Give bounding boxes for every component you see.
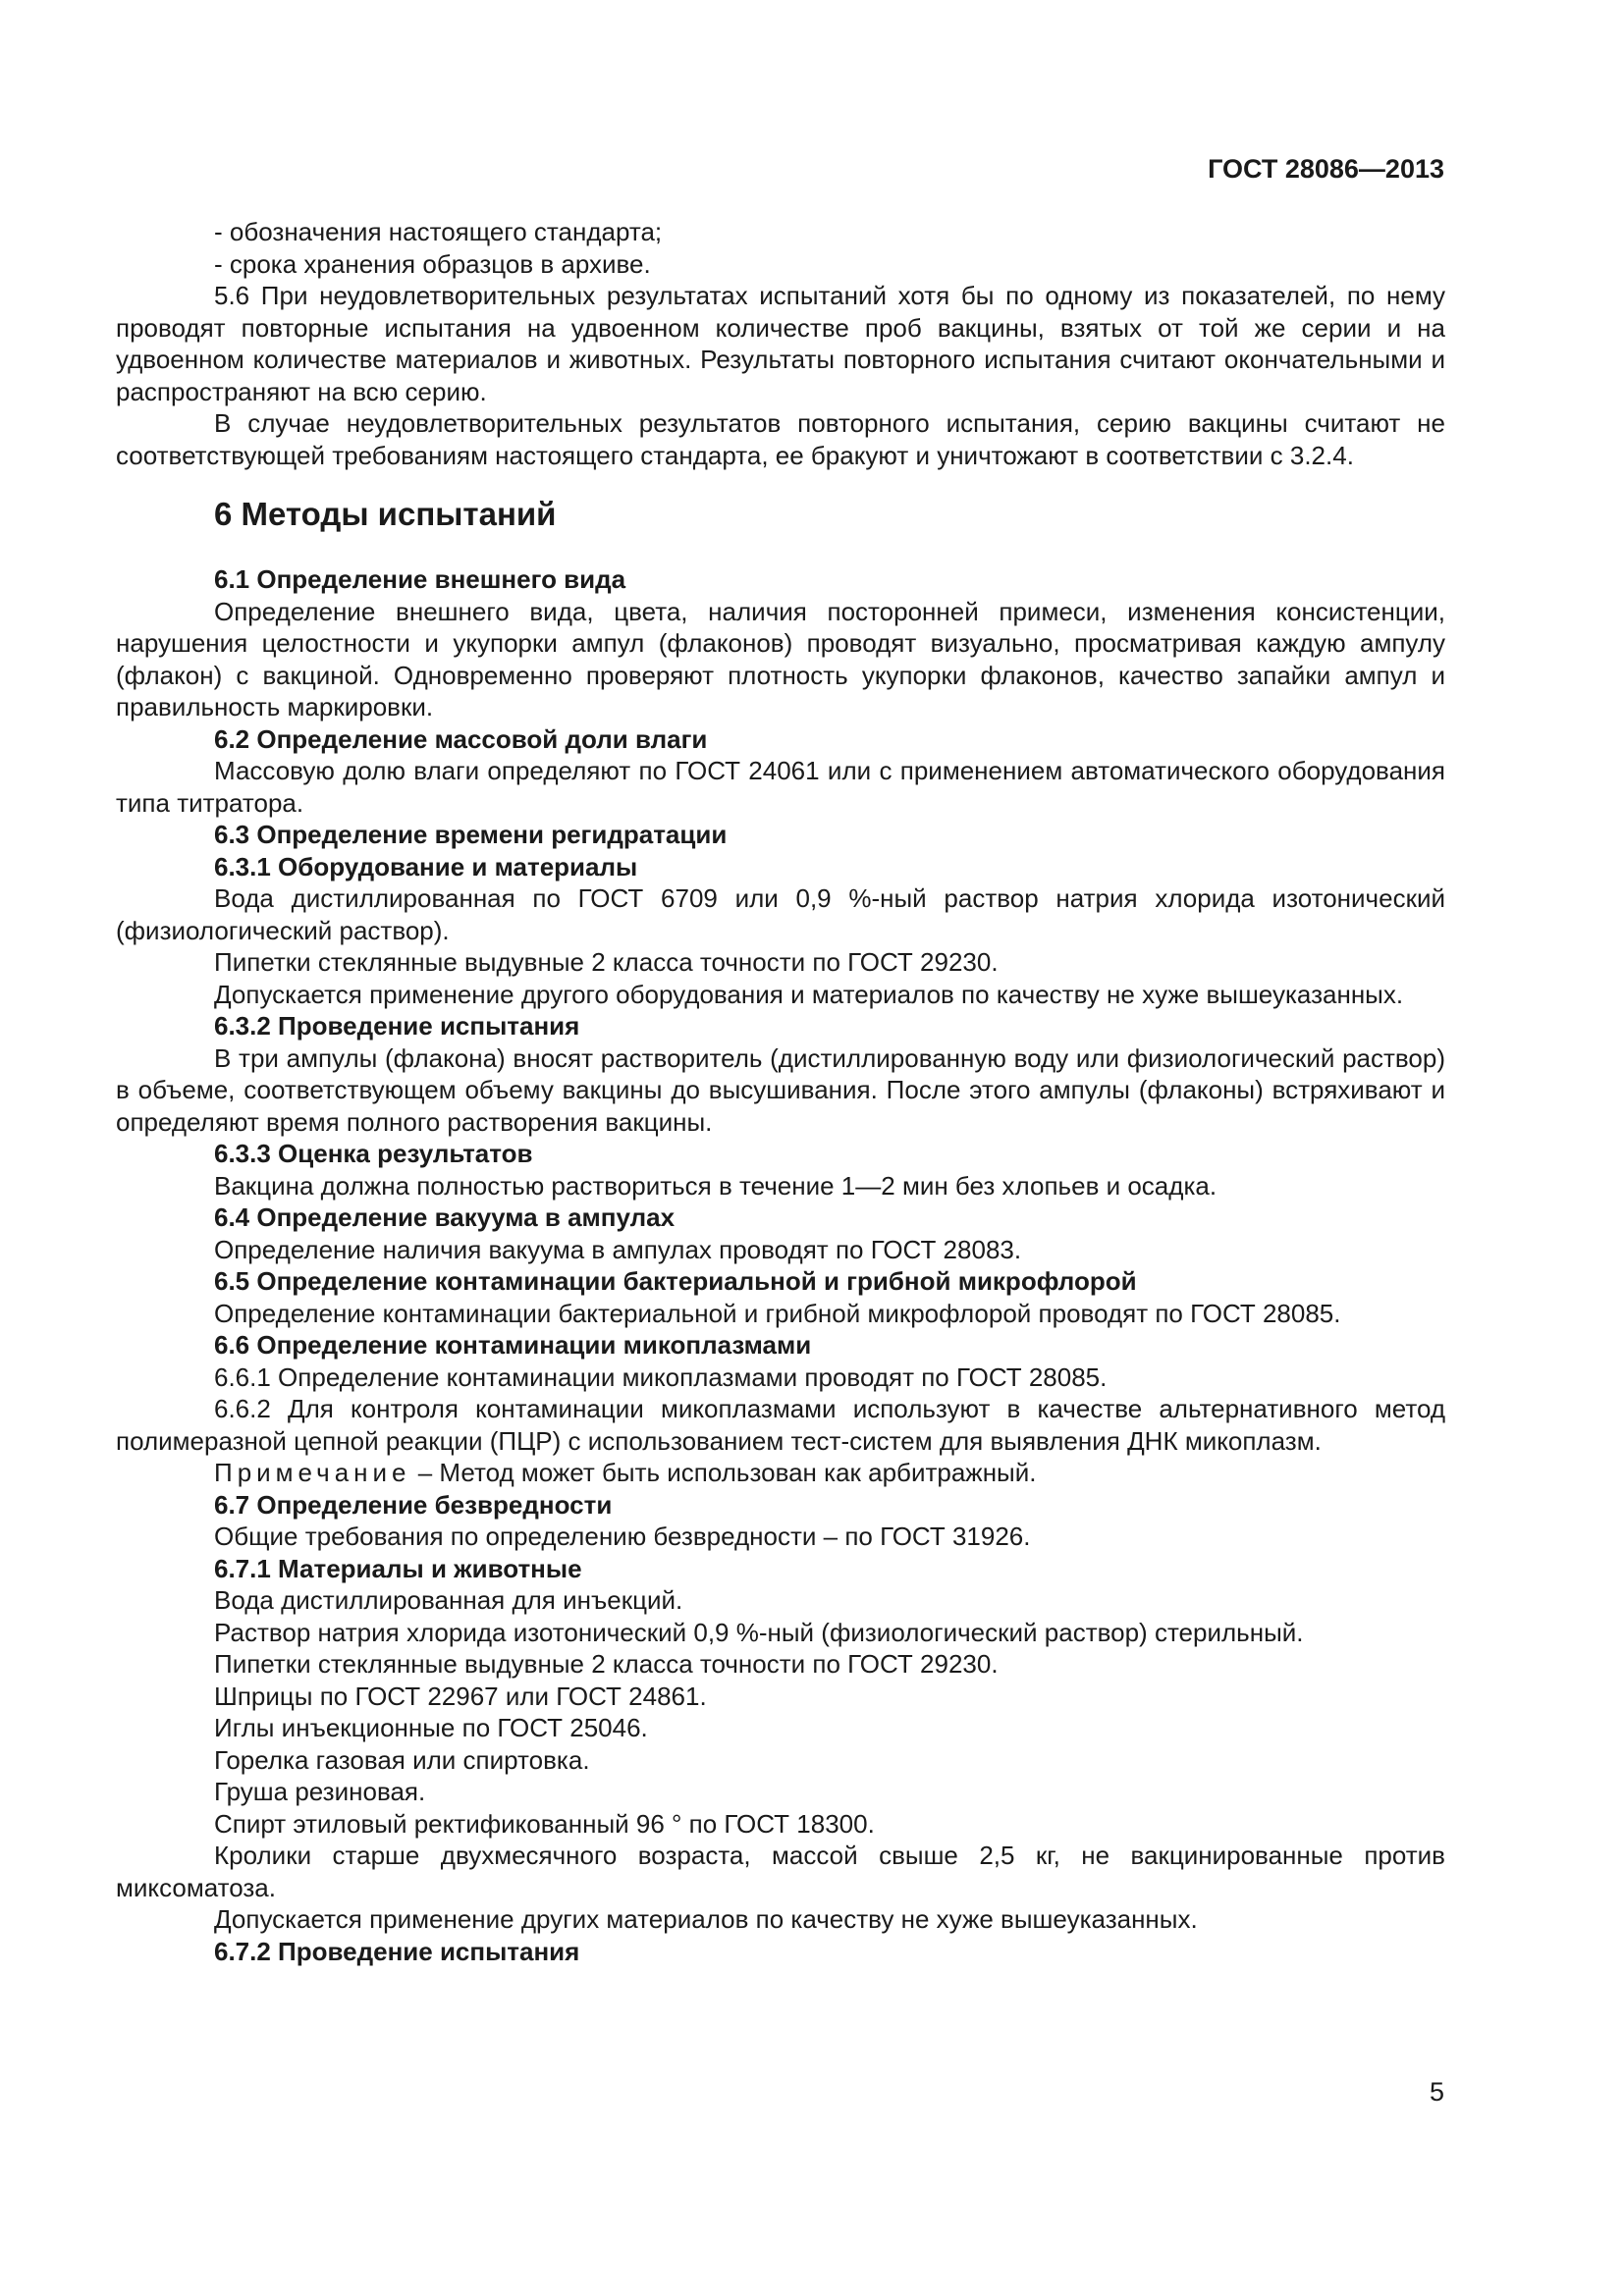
paragraph: - срока хранения образцов в архиве.: [214, 248, 651, 279]
paragraph: 5.6 При неудовлетворительных результатах испытаний хотя бы по одному из показателей, по нему проводят повторные испытания на удвоенном количестве проб вакцины, взятых от той же серии и на удвоенном количестве материалов и животных. Результаты повторного испытания считают окончательными и распространяют на всю серию.: [116, 281, 1445, 406]
page-number: 5: [1429, 2077, 1444, 2107]
subsection-heading: 6.3.2 Проведение испытания: [214, 1011, 580, 1041]
paragraph: Допускается применение других материалов по качеству не хуже вышеуказанных.: [214, 1904, 1198, 1934]
subsection-heading: 6.7 Определение безвредности: [214, 1489, 613, 1520]
note-text: – Метод может быть использован как арбитражный.: [410, 1458, 1037, 1487]
paragraph: Массовую долю влаги определяют по ГОСТ 24061 или с применением автоматического оборудования типа титратора.: [116, 756, 1445, 818]
paragraph: Пипетки стеклянные выдувные 2 класса точности по ГОСТ 29230.: [214, 1649, 999, 1679]
subsection-heading: 6.4 Определение вакуума в ампулах: [214, 1202, 676, 1232]
paragraph: Вода дистиллированная по ГОСТ 6709 или 0,9 %-ный раствор натрия хлорида изотонический (физиологический раствор).: [116, 883, 1445, 945]
paragraph: Груша резиновая.: [214, 1777, 426, 1806]
subsection-heading: 6.1 Определение внешнего вида: [214, 564, 626, 594]
paragraph: Раствор натрия хлорида изотонический 0,9 %-ный (физиологический раствор) стерильный.: [214, 1617, 1304, 1647]
subsection-heading: 6.7.1 Материалы и животные: [214, 1553, 582, 1583]
paragraph: В случае неудовлетворительных результатов повторного испытания, серию вакцины считают не соответствующей требованиям настоящего стандарта, ее бракуют и уничтожают в соответствии с 3.2.4.: [116, 408, 1445, 470]
paragraph: Допускается применение другого оборудования и материалов по качеству не хуже вышеуказанных.: [214, 979, 1404, 1009]
subsection-heading: 6.3.1 Оборудование и материалы: [214, 851, 638, 881]
paragraph: 6.6.1 Определение контаминации микоплазмами проводят по ГОСТ 28085.: [214, 1362, 1108, 1392]
paragraph: Общие требования по определению безвредности – по ГОСТ 31926.: [214, 1522, 1031, 1551]
paragraph: Шприцы по ГОСТ 22967 или ГОСТ 24861.: [214, 1681, 707, 1711]
section-heading: 6 Методы испытаний: [214, 496, 557, 532]
note-paragraph: [116, 1457, 1445, 1489]
subsection-heading: 6.7.2 Проведение испытания: [214, 1936, 580, 1966]
paragraph: Определение внешнего вида, цвета, наличия посторонней примеси, изменения консистенции, нарушения целостности и укупорки ампул (флаконов) проводят визуально, просматривая каждую ампулу (флакон) с вакциной. Одновременно проверяют плотность укупорки флаконов, качество запайки ампул и правильность маркировки.: [116, 596, 1445, 721]
subsection-heading: 6.5 Определение контаминации бактериальной и грибной микрофлорой: [214, 1266, 1137, 1296]
document-body: [116, 216, 1445, 1967]
paragraph: Вакцина должна полностью раствориться в течение 1—2 мин без хлопьев и осадка.: [214, 1170, 1217, 1201]
paragraph: Определение наличия вакуума в ампулах проводят по ГОСТ 28083.: [214, 1234, 1022, 1264]
note-label: Примечание: [214, 1458, 411, 1487]
paragraph: Вода дистиллированная для инъекций.: [214, 1585, 683, 1615]
paragraph: Иглы инъекционные по ГОСТ 25046.: [214, 1713, 648, 1742]
paragraph: - обозначения настоящего стандарта;: [214, 217, 663, 246]
standard-header: ГОСТ 28086—2013: [1208, 154, 1444, 184]
paragraph: Определение контаминации бактериальной и грибной микрофлорой проводят по ГОСТ 28085.: [214, 1298, 1341, 1328]
paragraph: В три ампулы (флакона) вносят растворитель (дистиллированную воду или физиологический раствор) в объеме, соответствующем объему вакцины до высушивания. После этого ампулы (флаконы) встряхивают и определяют время полного растворения вакцины.: [116, 1042, 1445, 1137]
paragraph: Пипетки стеклянные выдувные 2 класса точности по ГОСТ 29230.: [214, 947, 999, 977]
paragraph: Кролики старше двухмесячного возраста, массой свыше 2,5 кг, не вакцинированные против миксоматоза.: [116, 1841, 1445, 1902]
paragraph: Горелка газовая или спиртовка.: [214, 1744, 590, 1775]
subsection-heading: 6.3.3 Оценка результатов: [214, 1139, 533, 1168]
paragraph: 6.6.2 Для контроля контаминации микоплазмами используют в качестве альтернативного метод полимеразной цепной реакции (ПЦР) с использованием тест-систем для выявления ДНК микоплазм.: [116, 1394, 1445, 1456]
subsection-heading: 6.2 Определение массовой доли влаги: [214, 723, 708, 754]
subsection-heading: 6.3 Определение времени регидратации: [214, 820, 728, 849]
paragraph: Спирт этиловый ректификованный 96 ° по ГОСТ 18300.: [214, 1808, 875, 1839]
subsection-heading: 6.6 Определение контаминации микоплазмами: [214, 1330, 812, 1360]
